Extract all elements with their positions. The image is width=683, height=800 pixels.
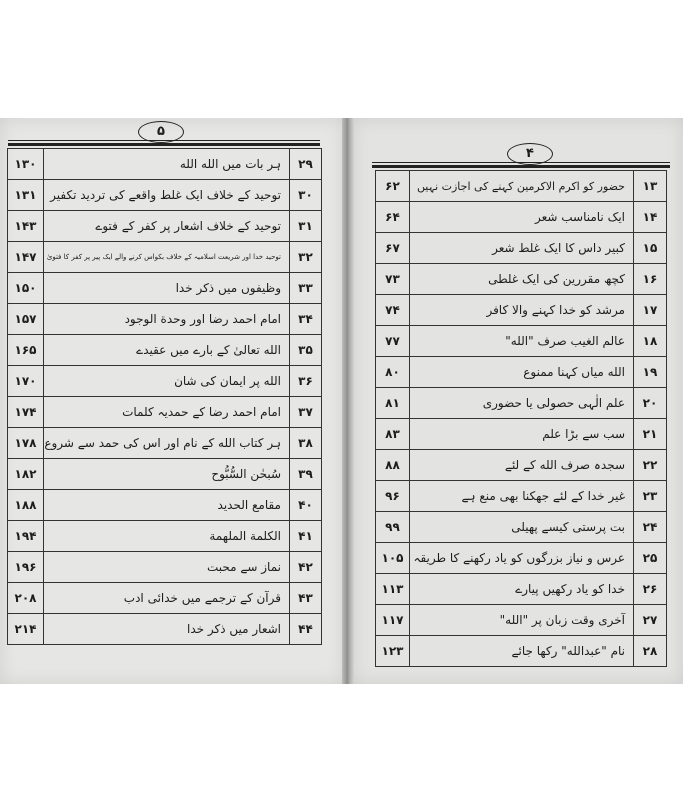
toc-page-number: ۱۵۷ bbox=[8, 304, 44, 335]
toc-title: عرس و نیاز بزرگوں کو یاد رکھنے کا طریقہ bbox=[410, 543, 634, 574]
toc-title: کبیر داس کا ایک غلط شعر bbox=[410, 233, 634, 264]
toc-entry-number: ۱۷ bbox=[634, 295, 667, 326]
toc-title: امام احمد رضا اور وحدة الوجود bbox=[44, 304, 290, 335]
toc-entry-number: ۲۷ bbox=[634, 605, 667, 636]
toc-row bbox=[8, 397, 322, 428]
right-page-number: ۴ bbox=[507, 143, 553, 165]
toc-row bbox=[376, 574, 667, 605]
toc-page-number: ۲۰۸ bbox=[8, 583, 44, 614]
toc-title: ہر بات میں الله الله bbox=[44, 149, 290, 180]
toc-title: سجدہ صرف الله کے لئے bbox=[410, 450, 634, 481]
toc-row bbox=[376, 605, 667, 636]
toc-title: آخری وقت زبان پر "الله" bbox=[410, 605, 634, 636]
toc-title: مرشد کو خدا کہنے والا کافر bbox=[410, 295, 634, 326]
toc-entry-number: ۲۵ bbox=[634, 543, 667, 574]
toc-title: نماز سے محبت bbox=[44, 552, 290, 583]
toc-row bbox=[8, 459, 322, 490]
toc-title: ہر کتاب الله کے نام اور اس کی حمد سے شروع bbox=[44, 428, 290, 459]
toc-page-number: ۶۴ bbox=[376, 202, 410, 233]
toc-row bbox=[376, 543, 667, 574]
toc-entry-number: ۳۸ bbox=[290, 428, 322, 459]
toc-entry-number: ۱۵ bbox=[634, 233, 667, 264]
toc-page-number: ۱۲۳ bbox=[376, 636, 410, 667]
toc-title: سُبحٰن السُّبُّوح bbox=[44, 459, 290, 490]
toc-title: الله تعالیٰ کے بارے میں عقیدے bbox=[44, 335, 290, 366]
toc-row bbox=[376, 264, 667, 295]
toc-title: الله پر ایمان کی شان bbox=[44, 366, 290, 397]
toc-page-number: ۱۹۴ bbox=[8, 521, 44, 552]
toc-entry-number: ۳۴ bbox=[290, 304, 322, 335]
toc-entry-number: ۲۶ bbox=[634, 574, 667, 605]
toc-page-number: ۱۱۳ bbox=[376, 574, 410, 605]
toc-page-number: ۱۴۳ bbox=[8, 211, 44, 242]
toc-entry-number: ۳۹ bbox=[290, 459, 322, 490]
toc-entry-number: ۱۴ bbox=[634, 202, 667, 233]
toc-page-number: ۹۶ bbox=[376, 481, 410, 512]
toc-row bbox=[8, 583, 322, 614]
toc-entry-number: ۲۸ bbox=[634, 636, 667, 667]
toc-title: الکلمة الملهمة bbox=[44, 521, 290, 552]
toc-row bbox=[8, 149, 322, 180]
toc-page-number: ۱۳۱ bbox=[8, 180, 44, 211]
toc-entry-number: ۳۳ bbox=[290, 273, 322, 304]
toc-page-number: ۱۸۸ bbox=[8, 490, 44, 521]
toc-row bbox=[8, 366, 322, 397]
toc-entry-number: ۲۹ bbox=[290, 149, 322, 180]
toc-row bbox=[376, 388, 667, 419]
toc-title: توحید خدا اور شریعت اسلامیہ کے خلاف بکواس کرنے والے ایک پیر پر کفر کا فتویٰ bbox=[44, 242, 290, 273]
toc-title: کچھ مقررین کی ایک غلطی bbox=[410, 264, 634, 295]
toc-row bbox=[376, 295, 667, 326]
toc-page-number: ۷۷ bbox=[376, 326, 410, 357]
toc-title: امام احمد رضا کے حمدیہ کلمات bbox=[44, 397, 290, 428]
toc-entry-number: ۳۵ bbox=[290, 335, 322, 366]
toc-title: غیر خدا کے لئے جھکنا بھی منع ہے bbox=[410, 481, 634, 512]
toc-page-number: ۸۱ bbox=[376, 388, 410, 419]
toc-page-number: ۷۳ bbox=[376, 264, 410, 295]
toc-row bbox=[8, 490, 322, 521]
toc-row bbox=[8, 304, 322, 335]
toc-page-number: ۱۳۰ bbox=[8, 149, 44, 180]
toc-page-number: ۷۴ bbox=[376, 295, 410, 326]
toc-entry-number: ۴۱ bbox=[290, 521, 322, 552]
toc-entry-number: ۲۲ bbox=[634, 450, 667, 481]
left-header-rule-thick bbox=[8, 143, 320, 146]
toc-page-number: ۱۹۶ bbox=[8, 552, 44, 583]
toc-title: ایک نامناسب شعر bbox=[410, 202, 634, 233]
toc-page-number: ۶۷ bbox=[376, 233, 410, 264]
toc-entry-number: ۱۸ bbox=[634, 326, 667, 357]
toc-row bbox=[8, 211, 322, 242]
toc-row bbox=[376, 326, 667, 357]
toc-row bbox=[376, 202, 667, 233]
left-toc-table bbox=[7, 148, 322, 645]
toc-title: مقامع الحدید bbox=[44, 490, 290, 521]
book-gutter bbox=[342, 118, 354, 684]
toc-row bbox=[8, 180, 322, 211]
left-header-rule bbox=[8, 140, 320, 141]
toc-title: قرآن کے ترجمے میں خدائی ادب bbox=[44, 583, 290, 614]
toc-title: علم الٰہی حصولی یا حضوری bbox=[410, 388, 634, 419]
toc-row bbox=[376, 512, 667, 543]
toc-page-number: ۱۴۷ bbox=[8, 242, 44, 273]
toc-page-number: ۱۷۸ bbox=[8, 428, 44, 459]
toc-entry-number: ۳۱ bbox=[290, 211, 322, 242]
toc-entry-number: ۳۶ bbox=[290, 366, 322, 397]
toc-page-number: ۱۸۲ bbox=[8, 459, 44, 490]
toc-row bbox=[8, 273, 322, 304]
toc-row bbox=[376, 233, 667, 264]
toc-entry-number: ۲۴ bbox=[634, 512, 667, 543]
right-header-rule bbox=[372, 162, 670, 163]
toc-entry-number: ۴۴ bbox=[290, 614, 322, 645]
toc-title: وظیفوں میں ذکر خدا bbox=[44, 273, 290, 304]
toc-title: الله میاں کہنا ممنوع bbox=[410, 357, 634, 388]
toc-page-number: ۸۸ bbox=[376, 450, 410, 481]
toc-entry-number: ۴۲ bbox=[290, 552, 322, 583]
toc-page-number: ۶۲ bbox=[376, 171, 410, 202]
toc-row bbox=[376, 171, 667, 202]
toc-title: توحید کے خلاف اشعار پر کفر کے فتوے bbox=[44, 211, 290, 242]
toc-entry-number: ۴۰ bbox=[290, 490, 322, 521]
toc-row bbox=[8, 521, 322, 552]
toc-row bbox=[376, 481, 667, 512]
toc-title: سب سے بڑا علم bbox=[410, 419, 634, 450]
toc-entry-number: ۳۲ bbox=[290, 242, 322, 273]
toc-entry-number: ۲۱ bbox=[634, 419, 667, 450]
toc-page-number: ۱۵۰ bbox=[8, 273, 44, 304]
toc-title: حضور کو اکرم الاکرمین کہنے کی اجازت نہیں bbox=[410, 171, 634, 202]
toc-page-number: ۸۰ bbox=[376, 357, 410, 388]
toc-page-number: ۲۱۴ bbox=[8, 614, 44, 645]
toc-entry-number: ۲۳ bbox=[634, 481, 667, 512]
toc-entry-number: ۴۳ bbox=[290, 583, 322, 614]
toc-title: نام "عبدالله" رکھا جائے bbox=[410, 636, 634, 667]
toc-entry-number: ۳۷ bbox=[290, 397, 322, 428]
toc-page-number: ۱۱۷ bbox=[376, 605, 410, 636]
toc-page-number: ۸۳ bbox=[376, 419, 410, 450]
toc-title: خدا کو یاد رکھیں پیارے bbox=[410, 574, 634, 605]
toc-title: توحید کے خلاف ایک غلط واقعے کی تردید تکفیر bbox=[44, 180, 290, 211]
toc-title: بت پرستی کیسے پھیلی bbox=[410, 512, 634, 543]
toc-row bbox=[376, 419, 667, 450]
toc-row bbox=[8, 552, 322, 583]
toc-title: اشعار میں ذکر خدا bbox=[44, 614, 290, 645]
toc-entry-number: ۳۰ bbox=[290, 180, 322, 211]
right-header-rule-thick bbox=[372, 165, 670, 168]
left-page-number: ۵ bbox=[138, 121, 184, 143]
toc-page-number: ۱۷۴ bbox=[8, 397, 44, 428]
toc-page-number: ۱۶۵ bbox=[8, 335, 44, 366]
toc-page-number: ۱۷۰ bbox=[8, 366, 44, 397]
right-toc-table bbox=[375, 170, 667, 667]
toc-page-number: ۱۰۵ bbox=[376, 543, 410, 574]
toc-row bbox=[8, 614, 322, 645]
toc-row bbox=[8, 335, 322, 366]
toc-row bbox=[376, 636, 667, 667]
toc-entry-number: ۱۳ bbox=[634, 171, 667, 202]
toc-row bbox=[376, 450, 667, 481]
toc-title: عالم الغیب صرف "الله" bbox=[410, 326, 634, 357]
toc-row bbox=[8, 242, 322, 273]
toc-entry-number: ۱۹ bbox=[634, 357, 667, 388]
toc-row bbox=[376, 357, 667, 388]
toc-page-number: ۹۹ bbox=[376, 512, 410, 543]
toc-row bbox=[8, 428, 322, 459]
toc-entry-number: ۲۰ bbox=[634, 388, 667, 419]
toc-entry-number: ۱۶ bbox=[634, 264, 667, 295]
